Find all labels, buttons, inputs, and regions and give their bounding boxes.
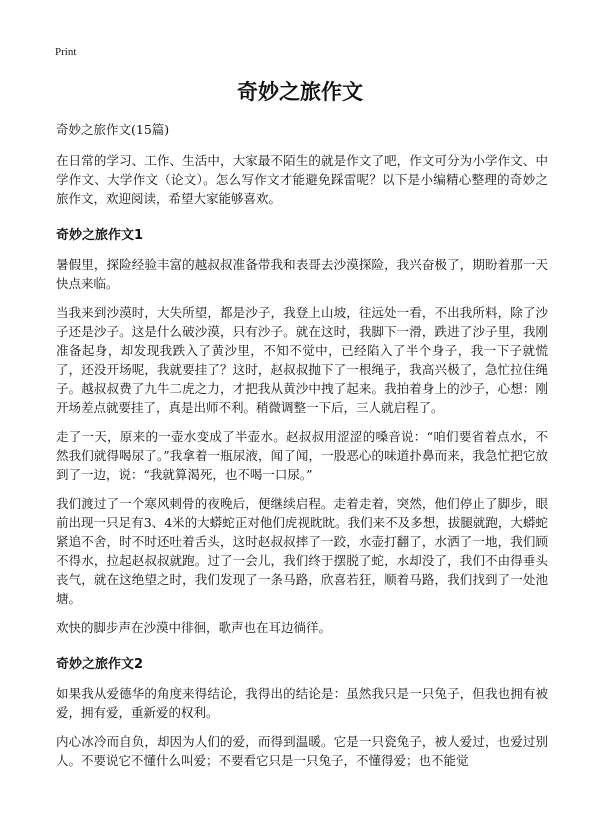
paragraph: 走了一天，原来的一壶水变成了半壶水。赵叔叔用涩涩的嗓音说：“咱们要省着点水，不然我们就得喝尿了。”我拿着一瓶尿液，闻了闻，一股恶心的味道扑鼻而来，我急忙把它放到了一边，说：“我就算渴死，也不喝一口尿。” — [56, 429, 548, 482]
paragraph: 当我来到沙漠时，大失所望，都是沙子，我登上山坡，往远处一看，不出我所料，除了沙子还是沙子。这是什么破沙漠，只有沙子。就在这时，我脚下一滑，跌进了沙子里，我刚准备起身，却发现我跌入了黄沙里，不知不觉中，已经陷入了半个身子，我一下子就慌了，还没开场呢，我就要挂了？这时，赵叔叔抛下了一根绳子，我高兴极了，急忙拉住绳子。越叔叔费了九牛二虎之力，才把我从黄沙中拽了起来。我拍着身上的沙子，心想：刚开场差点就要挂了，真是出师不利。稍微调整一下后，三人就启程了。 — [56, 305, 548, 415]
paragraph: 欢快的脚步声在沙漠中徘徊，歌声也在耳边徜徉。 — [56, 620, 332, 635]
section-heading: 奇妙之旅作文2 — [56, 657, 144, 672]
intro-paragraph: 在日常的学习、工作、生活中，大家最不陌生的就是作文了吧，作文可分为小学作文、中学作文、大学作文（论文）。怎么写作文才能避免踩雷呢？以下是小编精心整理的奇妙之旅作文，欢迎阅读，希望大家能够喜欢。 — [56, 153, 548, 206]
paragraph: 我们渡过了一个寒风刺骨的夜晚后，便继续启程。走着走着，突然，他们停止了脚步，眼前出现一只足有3、4米的大蟒蛇正对他们虎视眈眈。我们来不及多想，拔腿就跑，大蟒蛇紧追不舍，时不时还吐着舌头，这时赵叔叔摔了一跤，水壶打翻了，水洒了一地，我们顾不得水，拉起赵叔叔就跑。过了一会儿，我们终于摆脱了蛇，水却没了，我们不由得垂头丧气，就在这绝望之时，我们发现了一条马路，欣喜若狂，顺着马路，我们找到了一处池塘。 — [56, 496, 548, 606]
print-link[interactable]: Print — [55, 46, 77, 58]
section-2 — [56, 653, 548, 770]
article-body — [56, 121, 548, 780]
page-title: 奇妙之旅作文 — [237, 80, 363, 104]
paragraph: 暑假里，探险经验丰富的越叔叔准备带我和表哥去沙漠探险，我兴奋极了，期盼着那一天快点来临。 — [56, 257, 548, 291]
paragraph: 如果我从爱德华的角度来得结论，我得出的结论是：虽然我只是一只兔子，但我也拥有被爱，拥有爱，重新爱的权利。 — [56, 686, 548, 720]
paragraph: 内心冰冷而自负，却因为人们的爱，而得到温暖。它是一只瓷兔子，被人爱过，也爱过别人。不要说它不懂什么叫爱；不要看它只是一只兔子，不懂得爱；也不能觉 — [56, 734, 548, 768]
section-1 — [56, 224, 548, 637]
section-heading: 奇妙之旅作文1 — [56, 228, 144, 243]
article-subtitle: 奇妙之旅作文(15篇) — [56, 122, 170, 137]
